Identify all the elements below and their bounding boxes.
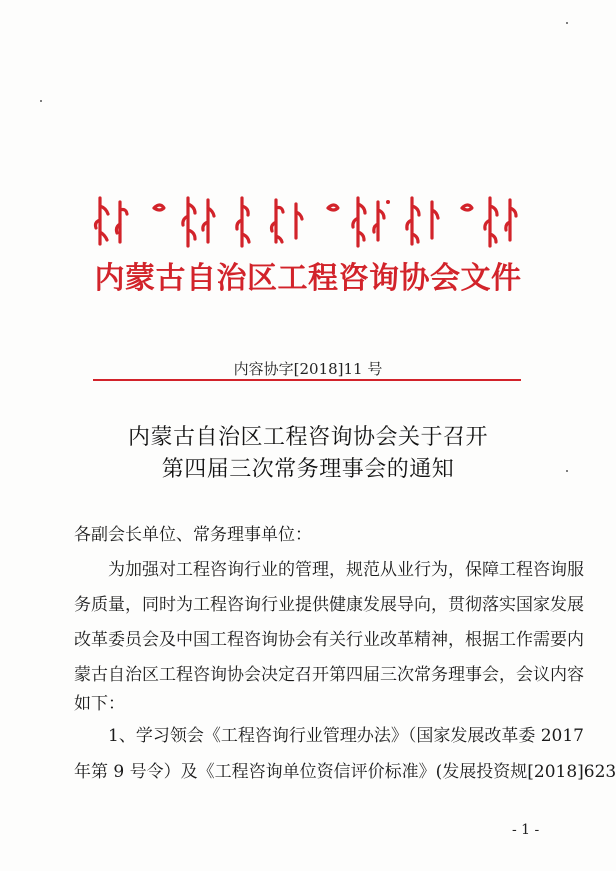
notice-title-line1: 内蒙古自治区工程咨询协会关于召开	[127, 425, 488, 450]
body-line: 蒙古自治区工程咨询协会决定召开第四届三次常务理事会，会议内容	[74, 665, 584, 685]
salutation: 各副会长单位、常务理事单位：	[74, 525, 312, 545]
body-line: 如下：	[74, 694, 125, 714]
body-line: 务质量，同时为工程咨询行业提供健康发展导向，贯彻落实国家发展	[74, 595, 584, 615]
body-line: 改革委员会及中国工程咨询协会有关行业改革精神，根据工作需要内	[74, 630, 584, 650]
issuer-title: 内蒙古自治区工程咨询协会文件	[94, 261, 522, 296]
red-divider	[93, 379, 521, 381]
body-line: 年第 9 号令）及《工程咨询单位资信评价标准》(发展投资规[2018]623	[74, 762, 616, 782]
body-line: 为加强对工程咨询行业的管理，规范从业行为，保障工程咨询服	[108, 560, 584, 580]
scan-speck	[566, 22, 568, 24]
mongolian-script-logo	[92, 192, 524, 252]
body-line: 1、学习领会《工程咨询行业管理办法》（国家发展改革委 2017	[108, 726, 584, 746]
notice-title-line2: 第四届三次常务理事会的通知	[161, 457, 455, 482]
document-number: 内容协字[2018]11 号	[233, 360, 383, 378]
scan-speck	[40, 100, 42, 102]
page-number: - 1 -	[512, 822, 540, 838]
